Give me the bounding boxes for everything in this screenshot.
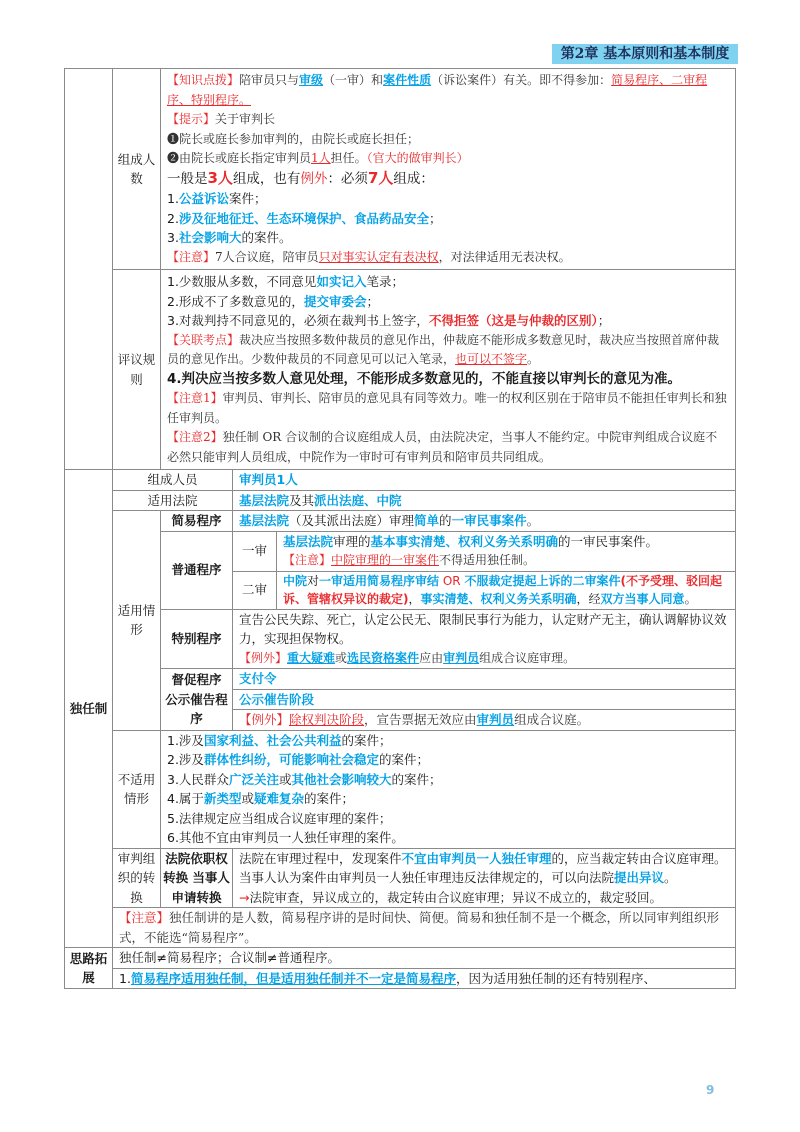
public-exception: 【例外】除权判决阶段，宣告票据无效应由审判员组成合议庭。 (233, 710, 736, 731)
chapter-header (552, 44, 738, 64)
expand-row-2 (65, 968, 736, 989)
tip1: 【知识点拨】陪审员只与审级（一审）和案件性质（诉讼案件）有关。即不得参加：简易程序、二审程序、特别程序。 (167, 73, 708, 107)
note-2: 【注意2】独任制 OR 合议制的合议庭组成人员，由法院决定，当事人不能约定。中院审判组成合议庭不必然只能审判人员组成，中院作为一审时可有审判员和陪审员共同组成。 (167, 430, 718, 464)
first-instance-label: 一审 (233, 531, 277, 571)
tip2-line2: ❷由院长或庭长指定审判员1人担任。（官大的做审判长） (167, 151, 469, 165)
composition-row (65, 69, 736, 270)
special-row (65, 609, 736, 669)
item-3: 3.社会影响大的案件。 (167, 230, 292, 245)
not-applicable-label: 不适用情形 (113, 730, 161, 848)
rule-1: 1.少数服从多数，不同意见如实记入笔录； (167, 274, 404, 289)
item-1: 1.公益诉讼案件； (167, 191, 267, 206)
second-instance-label: 二审 (233, 571, 277, 609)
conversion-label: 审判组织的转换 (113, 848, 161, 908)
conversion-content: 法院在审理过程中，发现案件不宜由审判员一人独任审理的，应当裁定转由合议庭审理。 当事人认为案件由审判员一人独任审理违反法律规定的，可以向法院提出异议。 →法院审查，异议成立的，裁定转由合议庭审理；异议不成立的，裁定驳回。 (233, 848, 736, 908)
chapter-title: 第2章 基本原则和基本制度 (560, 46, 730, 62)
ordinary-label: 普通程序 (161, 531, 233, 609)
deliberation-label: 评议规则 (113, 270, 161, 470)
urge-value: 支付令 (233, 669, 736, 690)
rule-3: 3.对裁判持不同意见的，必须在裁判书上签字，不得拒签（这是与仲裁的区别）； (167, 313, 611, 328)
simple-value: 基层法院（及其派出法庭）审理简单的一审民事案件。 (233, 511, 736, 532)
simple-label: 简易程序 (161, 511, 233, 532)
urge-row (65, 669, 736, 690)
members-value: 审判员1人 (233, 470, 736, 491)
expand-line-1: 独任制≠简易程序；合议制≠普通程序。 (113, 948, 736, 969)
simple-row (65, 511, 736, 532)
first-instance-note: 【注意】中院审理的一审案件不得适用独任制。 (283, 553, 536, 567)
rule-4: 4.判决应当按多数人意见处理，不能形成多数意见的，不能直接以审判长的意见为准。 (167, 370, 682, 387)
empty-cell (65, 69, 113, 470)
court-label: 适用法院 (113, 490, 233, 511)
deliberation-row (65, 270, 736, 470)
expand-label: 思路拓展 (65, 948, 113, 989)
second-instance-value: 中院对一审适用简易程序审结 OR 不服裁定提起上诉的二审案件(不予受理、驳回起诉、管辖权异议的裁定)，事实清楚、权利义务关系明确，经双方当事人同意。 (277, 571, 736, 609)
rule-2: 2.形成不了多数意见的，提交审委会； (167, 293, 379, 309)
composition-note: 【注意】7人合议庭，陪审员只对事实认定有表决权，对法律适用无表决权。 (167, 249, 571, 264)
members-label: 组成人员 (113, 470, 233, 491)
note-1: 【注意1】审判员、审判长、陪审员的意见具有同等效力。唯一的权利区别在于陪审员不能担任审判长和独任审判员。 (167, 391, 727, 425)
sole-note: 【注意】独任制讲的是人数，简易程序讲的是时间快、简便。简易和独任制不是一个概念，所以同审判组织形式，不能选“简易程序”。 (113, 908, 736, 948)
composition-content (161, 69, 736, 270)
sole-note-row (65, 908, 736, 948)
not-applicable-row (65, 730, 736, 848)
conversion-sub-label: 法院依职权转换 当事人申请转换 (161, 848, 233, 908)
general-rule: 一般是3人组成，也有例外：必须7人组成： (167, 168, 434, 187)
expand-row-1 (65, 948, 736, 969)
composition-label: 组成人数 (113, 69, 161, 270)
item-2: 2.涉及征地征迁、生态环境保护、食品药品安全； (167, 210, 442, 226)
special-value: 宣告公民失踪、死亡，认定公民无、限制民事行为能力，认定财产无主，确认调解协议效力，实现担保物权。 【例外】重大疑难或选民资格案件应由审判员组成合议庭审理。 (233, 609, 736, 669)
page-number: 9 (706, 1083, 715, 1097)
expand-line-2: 1.简易程序适用独任制，但是适用独任制并不一定是简易程序，因为适用独任制的还有特别程序、 (113, 968, 736, 989)
sole-court-row (65, 490, 736, 511)
first-instance-value: 基层法院审理的基本事实清楚、权利义务关系明确的一审民事案件。 【注意】中院审理的一审案件不得适用独任制。 (277, 531, 736, 571)
conversion-row (65, 848, 736, 908)
special-label: 特别程序 (161, 609, 233, 669)
tip2-line1: ❶院长或庭长参加审判的，由院长或庭长担任； (167, 131, 420, 146)
ordinary-first-row (65, 531, 736, 571)
public-value: 公示催告阶段 (233, 689, 736, 710)
court-value: 基层法院及其派出法庭、中院 (233, 490, 736, 511)
not-applicable-list: 1.涉及国家利益、社会公共利益的案件； 2.涉及群体性纠纷，可能影响社会稳定的案件； 3.人民群众广泛关注或其他社会影响较大的案件； 4.属于新类型或疑难复杂的案件； 5.法律规定应当组成合议庭审理的案件； 6.其他不宜由审判员一人独任审理的案件。 (161, 730, 736, 848)
sole-system-label: 独任制 (65, 470, 113, 948)
content-table (64, 68, 736, 989)
related-point: 【关联考点】裁决应当按照多数仲裁员的意见作出，仲裁庭不能形成多数意见时，裁决应当按照首席仲裁员的意见作出。少数仲裁员的不同意见可以记入笔录，也可以不签字。 (167, 332, 720, 366)
applicable-label: 适用情形 (113, 511, 161, 731)
urge-public-label: 督促程序 公示催告程序 (161, 669, 233, 731)
tip2: 【提示】关于审判长 (167, 112, 276, 126)
deliberation-content (161, 270, 736, 470)
sole-members-row (65, 470, 736, 491)
